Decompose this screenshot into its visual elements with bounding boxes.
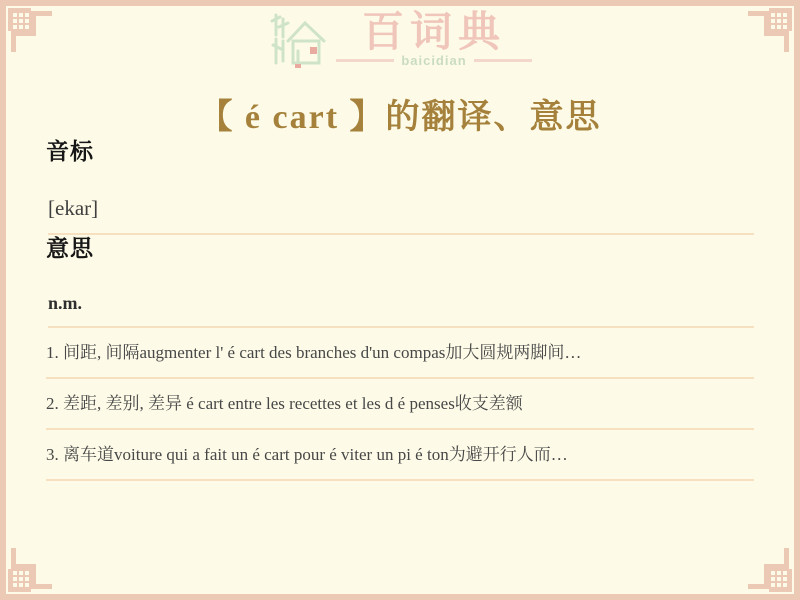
- definition-item: 3. 离车道voiture qui a fait un é cart pour é viter un pi é ton为避开行人而…: [46, 430, 754, 481]
- frame-corner-ornament: [746, 546, 794, 594]
- bamboo-house-icon: [268, 11, 330, 69]
- page-title: 【 é cart 】的翻译、意思: [198, 99, 602, 136]
- frame-corner-ornament: [6, 546, 54, 594]
- part-of-speech: n.m.: [48, 293, 754, 328]
- definition-item: 1. 间距, 间隔augmenter l' é cart des branches d'un compas加大圆规两脚间…: [46, 328, 754, 379]
- definition-list: [46, 328, 754, 481]
- section-phonetic-label: 音标: [46, 139, 94, 164]
- section-meaning-label: 意思: [46, 236, 94, 261]
- entry-content: [46, 138, 754, 481]
- phonetic-value: [ekar]: [48, 194, 754, 235]
- definition-item: 2. 差距, 差别, 差异 é cart entre les recettes et les d é penses收支差额: [46, 379, 754, 430]
- pinyin-left-line: [336, 59, 394, 62]
- frame-corner-ornament: [746, 6, 794, 54]
- page-header: [6, 6, 794, 138]
- pinyin-right-line: [474, 59, 532, 62]
- brand-pinyin: baicidian: [401, 53, 467, 68]
- frame-corner-ornament: [6, 6, 54, 54]
- site-logo[interactable]: [6, 6, 794, 69]
- brand-name: 百词典: [361, 10, 506, 56]
